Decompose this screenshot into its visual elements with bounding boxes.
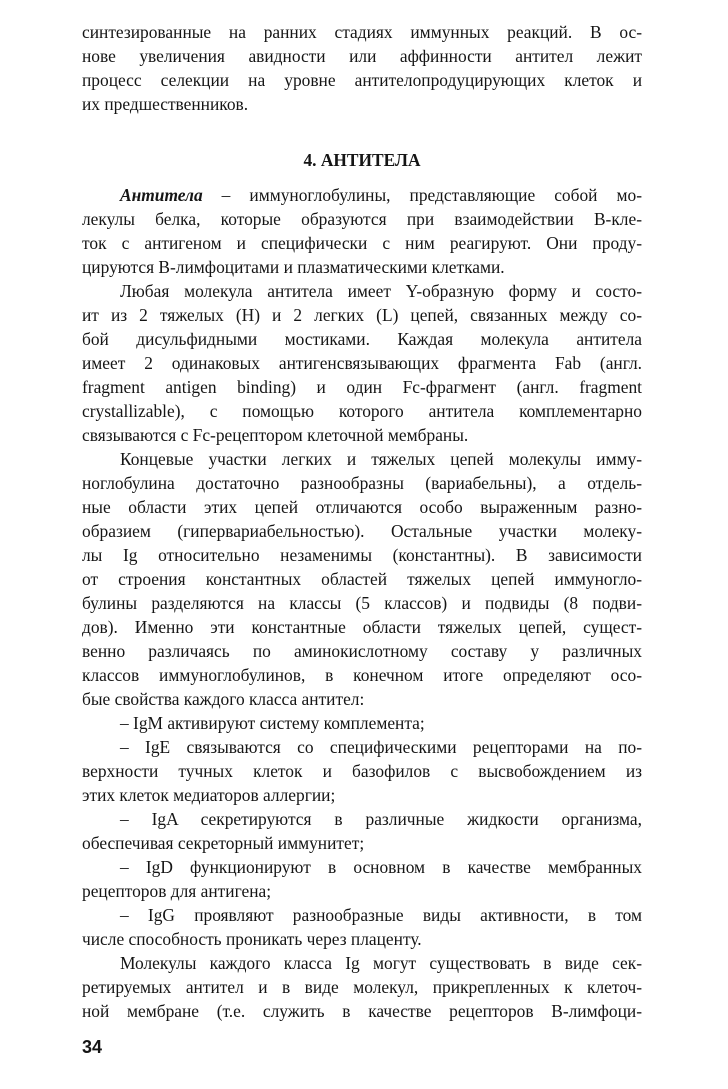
page-number: 34 <box>82 1037 103 1057</box>
p4-line-3: ной мембране (т.е. служить в качестве рецепторов В-лимфоци- <box>82 1001 642 1021</box>
list-item-ige-line-1: – IgE связываются со специфическими рецепторами на по- <box>120 737 642 757</box>
p2-line-3: бой дисульфидными мостиками. Каждая молекула антитела <box>82 329 642 349</box>
list-item-igm: – IgM активируют систему комплемента; <box>120 713 425 733</box>
p3-line-7: булины разделяются на классы (5 классов) и подвиды (8 подви- <box>82 593 642 613</box>
p3-line-1: Концевые участки легких и тяжелых цепей молекулы имму- <box>120 449 642 469</box>
p2-line-1: Любая молекула антитела имеет Y-образную форму и состо- <box>120 281 642 301</box>
p1-line-4: цируются В-лимфоцитами и плазматическими клетками. <box>82 257 505 277</box>
p1-line-3: ток с антигеном и специфически с ним реагируют. Они проду- <box>82 233 642 253</box>
term-antibodies: Антитела <box>120 185 203 205</box>
list-item-igd-line-2: рецепторов для антигена; <box>82 881 272 901</box>
p3-line-9: венно различаясь по аминокислотному составу у различных <box>82 641 642 661</box>
p3-line-10: классов иммуноглобулинов, в конечном итоге определяют осо- <box>82 665 642 685</box>
p2-line-5: fragment antigen binding) и один Fc-фрагмент (англ. fragment <box>82 377 642 397</box>
list-item-ige-line-3: этих клеток медиаторов аллергии; <box>82 785 336 805</box>
p4-line-2: ретируемых антител и в виде молекул, прикрепленных к клеточ- <box>82 977 642 997</box>
list-item-igg-line-2: числе способность проникать через плаценту. <box>82 929 422 949</box>
p3-line-4: образием (гипервариабельностью). Остальные участки молеку- <box>82 521 642 541</box>
list-item-ige-line-2: верхности тучных клеток и базофилов с высвобождением из <box>82 761 642 781</box>
p1-line-1 <box>120 183 642 207</box>
p2-line-2: ит из 2 тяжелых (Н) и 2 легких (L) цепей, связанных между со- <box>82 305 642 325</box>
list-item-iga-line-2: обеспечивая секреторный иммунитет; <box>82 833 365 853</box>
intro-line-1: синтезированные на ранних стадиях иммунных реакций. В ос- <box>82 22 642 42</box>
p3-line-11: бые свойства каждого класса антител: <box>82 689 365 709</box>
intro-line-2: нове увеличения авидности или аффинности антител лежит <box>82 46 642 66</box>
p1-line-1-rest: – иммуноглобулины, представляющие собой мо- <box>202 185 642 205</box>
intro-line-3: процесс селекции на уровне антителопродуцирующих клеток и <box>82 70 642 90</box>
p3-line-6: от строения константных областей тяжелых цепей иммуногло- <box>82 569 642 589</box>
p2-line-7: связываются с Fc-рецептором клеточной мембраны. <box>82 425 469 445</box>
p2-line-6: crystallizable), с помощью которого антитела комплементарно <box>82 401 642 421</box>
section-heading: 4. АНТИТЕЛА <box>303 150 421 170</box>
p3-line-3: ные области этих цепей отличаются особо выраженным разно- <box>82 497 642 517</box>
p3-line-8: дов). Именно эти константные области тяжелых цепей, сущест- <box>82 617 642 637</box>
p3-line-5: лы Ig относительно незаменимы (константны). В зависимости <box>82 545 642 565</box>
p4-line-1: Молекулы каждого класса Ig могут существовать в виде сек- <box>120 953 642 973</box>
p2-line-4: имеет 2 одинаковых антигенсвязывающих фрагмента Fab (англ. <box>82 353 642 373</box>
intro-line-4: их предшественников. <box>82 94 249 114</box>
list-item-igd-line-1: – IgD функционируют в основном в качестве мембранных <box>120 857 642 877</box>
p3-line-2: ноглобулина достаточно разнообразны (вариабельны), а отдель- <box>82 473 642 493</box>
list-item-iga-line-1: – IgA секретируются в различные жидкости организма, <box>120 809 642 829</box>
list-item-igg-line-1: – IgG проявляют разнообразные виды активности, в том <box>120 905 642 925</box>
p1-line-2: лекулы белка, которые образуются при взаимодействии В-кле- <box>82 209 642 229</box>
